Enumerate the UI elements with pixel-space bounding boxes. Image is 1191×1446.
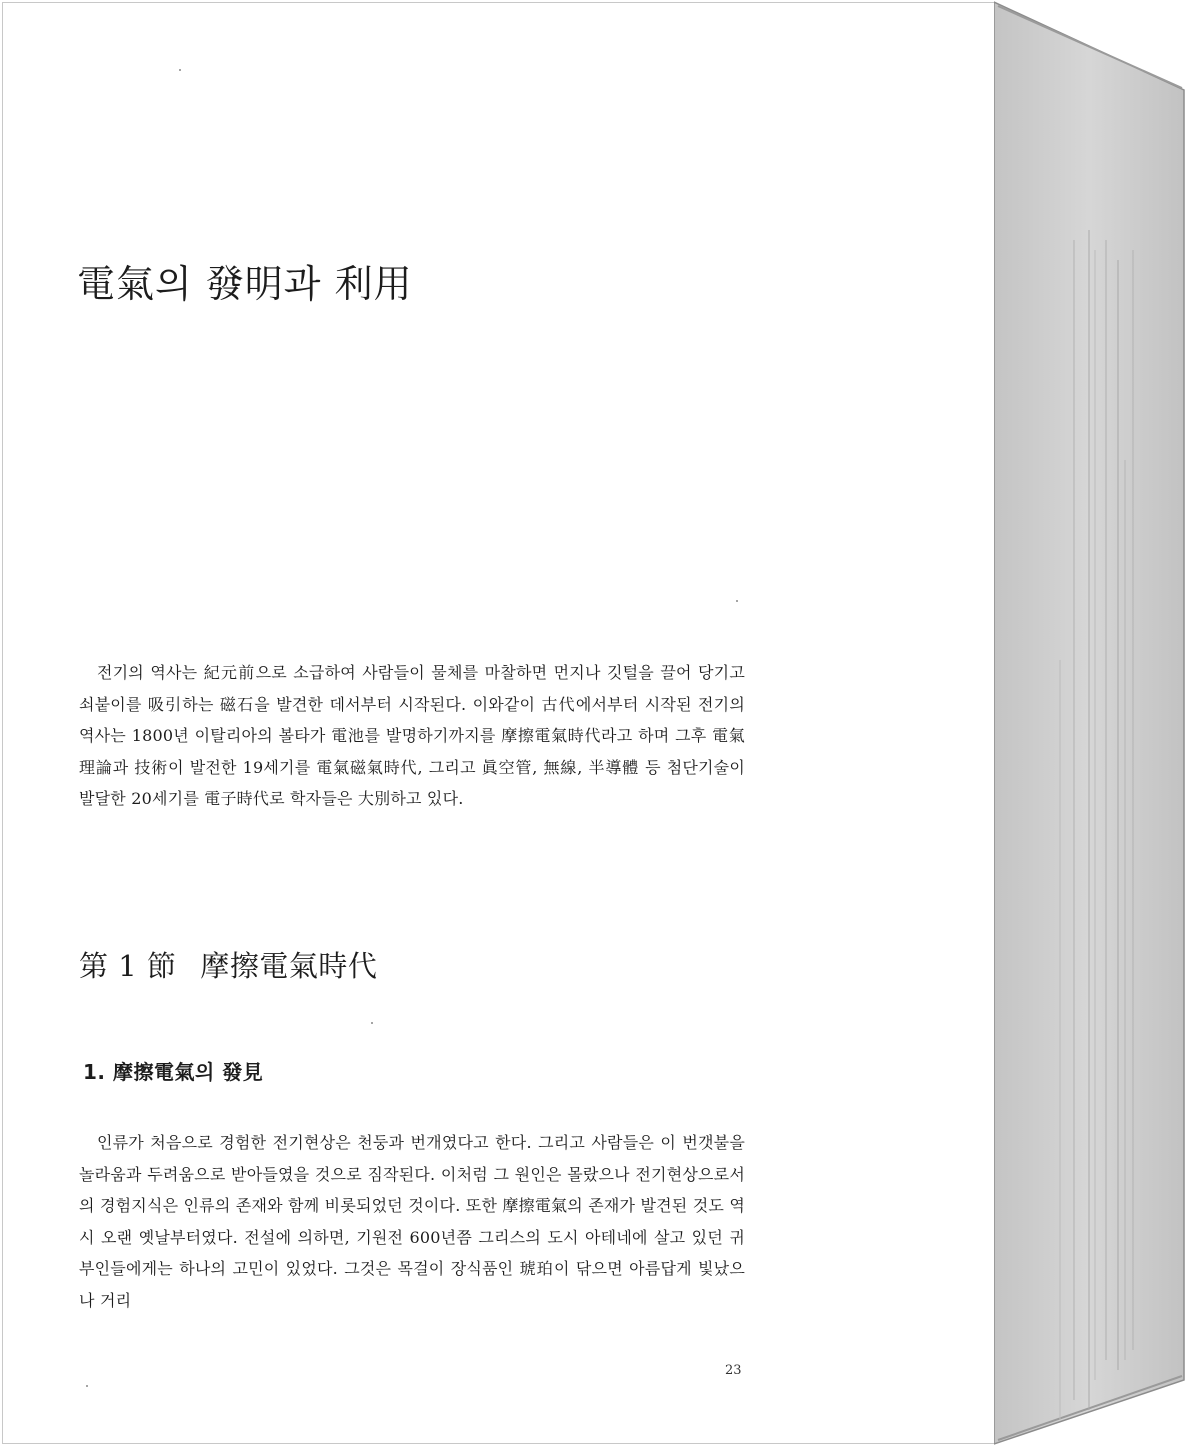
section-name: 摩擦電氣時代 xyxy=(200,949,378,983)
page-number: 23 xyxy=(725,1363,742,1378)
subsection-heading: 1. 摩擦電氣의 發見 xyxy=(83,1060,264,1084)
intro-paragraph: 전기의 역사는 紀元前으로 소급하여 사람들이 물체를 마찰하면 먼지나 깃털을 끌어 당기고 쇠붙이를 吸引하는 磁石을 발견한 데서부터 시작된다. 이와같이 古代에서부터 시작된 전기의 역사는 1800년 이탈리아의 볼타가 電池를 발명하기까지를 摩擦電氣時代라고 하며 그후 電氣理論과 技術이 발전한 19세기를 電氣磁氣時代, 그리고 眞空管, 無線, 半導體 등 첨단기술이 발달한 20세기를 電子時代로 학자들은 大別하고 있다. xyxy=(79,663,745,808)
body-paragraph: 인류가 처음으로 경험한 전기현상은 천둥과 번개였다고 한다. 그리고 사람들은 이 번갯불을 놀라움과 두려움으로 받아들였을 것으로 짐작된다. 이처럼 그 원인은 몰랐으나 전기현상으로서의 경험지식은 인류의 존재와 함께 비롯되었던 것이다. 또한 摩擦電氣의 존재가 발견된 것도 역시 오랜 옛날부터였다. 전설에 의하면, 기원전 600년쯤 그리스의 도시 아테네에 살고 있던 귀부인들에게는 하나의 고민이 있었다. 그것은 목걸이 장식품인 琥珀이 닦으면 아름답게 빛났으나 거리 xyxy=(79,1133,745,1310)
scan-speck xyxy=(179,69,181,71)
scan-speck xyxy=(371,1022,373,1024)
chapter-title: 電氣의 發明과 利用 xyxy=(77,262,413,306)
section-heading xyxy=(79,944,377,985)
scan-speck xyxy=(86,1385,88,1387)
scan-speck xyxy=(736,600,738,602)
book-page xyxy=(2,2,994,1444)
section-number: 第 1 節 xyxy=(79,949,177,983)
page-stack-edge xyxy=(994,0,1191,1446)
